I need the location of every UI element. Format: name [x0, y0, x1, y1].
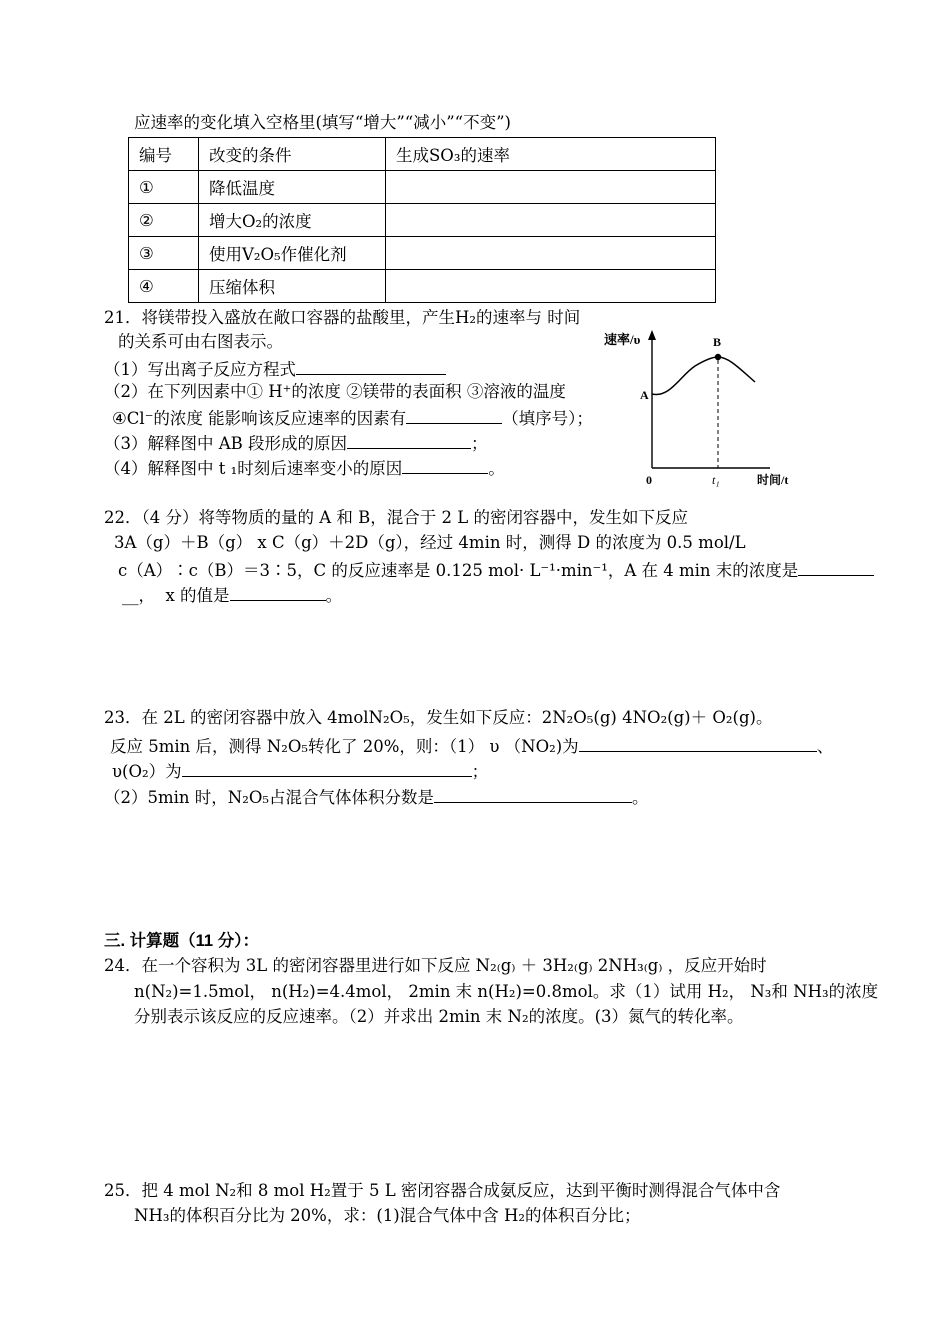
- origin-label: 0: [646, 473, 652, 487]
- section-3-heading: 三. 计算题（11 分）：: [104, 932, 259, 950]
- q23-line3: υ(O₂）为 ；: [112, 758, 488, 783]
- answer-blank[interactable]: [579, 733, 817, 752]
- answer-blank[interactable]: [347, 430, 471, 449]
- q22-line3: c（A）∶c（B）＝3∶5，C 的反应速率是 0.125 mol· L⁻¹·min⁻¹，A 在 4 min 末的浓度是: [118, 557, 874, 582]
- q22-line1: 22．（4 分）将等物质的量的 A 和 B，混合于 2 L 的密闭容器中，发生如下反应: [104, 508, 688, 527]
- y-axis-arrow-icon: [648, 330, 656, 340]
- row-condition: 使用V₂O₅作催化剂: [199, 237, 386, 270]
- point-b-label: B: [713, 335, 722, 349]
- row-no: ④: [129, 270, 199, 303]
- row-rate: [386, 204, 716, 237]
- answer-blank[interactable]: [798, 557, 874, 576]
- conditions-table: [128, 137, 716, 303]
- row-no: ③: [129, 237, 199, 270]
- table-row: [129, 171, 716, 204]
- answer-blank[interactable]: [402, 455, 488, 474]
- answer-blank[interactable]: [434, 784, 632, 803]
- row-rate: [386, 237, 716, 270]
- q21-line1: 21．将镁带投入盛放在敞口容器的盐酸里，产生H₂的速率与 时间: [104, 308, 581, 327]
- table-row: [129, 237, 716, 270]
- row-condition: 降低温度: [199, 171, 386, 204]
- q21-line6: （3）解释图中 AB 段形成的原因 ；: [104, 430, 488, 455]
- row-no: ②: [129, 204, 199, 237]
- q24-line3: 分别表示该反应的反应速率。（2）并求出 2min 末 N₂的浓度。(3）氮气的转化率。: [134, 1007, 744, 1026]
- row-rate: [386, 270, 716, 303]
- q23-line4: （2）5min 时，N₂O₅占混合气体体积分数是 。: [104, 784, 648, 809]
- rate-curve: [652, 357, 755, 394]
- header-condition: 改变的条件: [199, 138, 386, 171]
- q21-line2: 的关系可由右图表示。: [118, 332, 283, 351]
- q23-line2: 反应 5min 后，测得 N₂O₅转化了 20%，则：（1） υ （NO₂)为 、: [110, 733, 833, 758]
- q21-line5: ④Cl⁻的浓度 能影响该反应速率的因素有 （填序号）；: [112, 405, 593, 430]
- answer-blank[interactable]: [406, 405, 502, 424]
- table-header-row: [129, 138, 716, 171]
- rate-time-graph: [600, 322, 810, 492]
- answer-blank[interactable]: [230, 582, 326, 601]
- q22-line2: 3A（g）＋B（g） x C（g）＋2D（g），经过 4min 时，测得 D 的浓度为 0.5 mol/L: [114, 533, 746, 552]
- q25-line1: 25．把 4 mol N₂和 8 mol H₂置于 5 L 密闭容器合成氨反应，达到平衡时测得混合气体中含: [104, 1181, 781, 1200]
- table-row: [129, 204, 716, 237]
- x-axis-label: 时间/t: [757, 473, 789, 487]
- answer-blank[interactable]: [182, 758, 472, 777]
- answer-blank[interactable]: [296, 356, 446, 375]
- q25-line2: NH₃的体积百分比为 20%，求：(1)混合气体中含 H₂的体积百分比；: [134, 1206, 641, 1225]
- q21-line4: （2）在下列因素中① H⁺的浓度 ②镁带的表面积 ③溶液的温度: [104, 382, 566, 401]
- y-axis-label: 速率/υ: [604, 332, 641, 347]
- q21-line3: （1）写出离子反应方程式: [104, 356, 446, 381]
- row-rate: [386, 171, 716, 204]
- peak-point: [715, 354, 721, 360]
- table-row: [129, 270, 716, 303]
- q23-line1: 23．在 2L 的密闭容器中放入 4molN₂O₅，发生如下反应：2N₂O₅(g) 4NO₂(g)＋ O₂(g)。: [104, 708, 773, 727]
- q21-line7: （4）解释图中 t ₁时刻后速率变小的原因 。: [104, 455, 505, 480]
- row-condition: 压缩体积: [199, 270, 386, 303]
- q22-line4: __， x 的值是 。: [122, 582, 342, 607]
- header-no: 编号: [129, 138, 199, 171]
- table-intro: 应速率的变化填入空格里(填写“增大”“减小”“不变”): [134, 113, 511, 132]
- point-a-label: A: [640, 388, 649, 402]
- q24-line1: 24．在一个容积为 3L 的密闭容器里进行如下反应 N₂₍g₎ ＋ 3H₂₍g₎ 2NH₃₍g₎ ，反应开始时: [104, 956, 767, 975]
- header-rate: 生成SO₃的速率: [386, 138, 716, 171]
- row-no: ①: [129, 171, 199, 204]
- row-condition: 增大O₂的浓度: [199, 204, 386, 237]
- q24-line2: n(N₂)=1.5mol， n(H₂)=4.4mol， 2min 末 n(H₂)=0.8mol。求（1）试用 H₂， N₃和 NH₃的浓度: [134, 982, 879, 1001]
- t1-label: t₁: [712, 473, 720, 487]
